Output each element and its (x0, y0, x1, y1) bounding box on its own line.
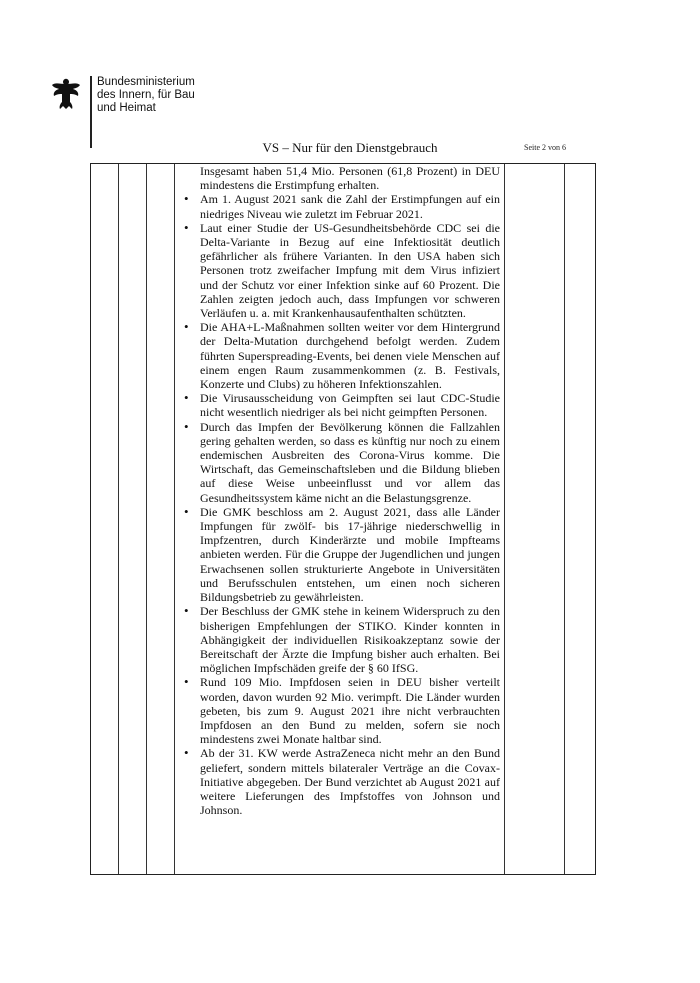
bullet-list (179, 192, 500, 817)
federal-eagle-icon (52, 76, 80, 110)
classification-label: VS – Nur für den Dienstgebrauch (262, 140, 438, 155)
list-item: • Ab der 31. KW werde AstraZeneca nicht mehr an den Bund geliefert, sondern mittels bilateraler Verträge an die Covax-Initiative abgegeben. Der Bund verzichtet ab August 2021 auf weitere Lieferungen des Impfstoffes von Johnson und Johnson. (179, 746, 500, 817)
lead-paragraph: Insgesamt haben 51,4 Mio. Personen (61,8 Prozent) in DEU mindestens die Erstimpfung erhalten. (200, 164, 500, 193)
ministry-line: und Heimat (97, 102, 156, 114)
list-item: • Laut einer Studie der US-Gesundheitsbehörde CDC sei die Delta-Variante in Bezug auf eine Infektiosität deutlich gefährlicher als frühere Varianten. In den USA haben sich Personen trotz zweifacher Impfung mit dem Virus infiziert und der Schutz vor einer Infektion sinke auf 60 Prozent. Die Zahlen zeigten jedoch auch, dass Impfungen vor schweren Verläufen u. a. mit Krankenhausaufenthalten schützten. (179, 221, 500, 320)
column-divider (146, 164, 147, 874)
ministry-line: Bundesministerium (97, 76, 195, 88)
letterhead-rule (90, 76, 92, 148)
list-item: • Die GMK beschloss am 2. August 2021, dass alle Länder Impfungen für zwölf- bis 17-jährige niederschwellig in Impfzentren, durch Kinderärzte und mobile Impfteams anbieten werden. Für die Gruppe der Jugendlichen und jungen Erwachsenen sollen strukturierte Angebote in Universitäten und Berufsschulen entstehen, um einen noch sicheren Bildungsbetrieb zu gewährleisten. (179, 505, 500, 604)
ministry-line: des Innern, für Bau (97, 89, 195, 101)
ministry-name (97, 76, 195, 115)
list-item: • Am 1. August 2021 sank die Zahl der Erstimpfungen auf ein niedriges Niveau wie zuletzt im Februar 2021. (179, 192, 500, 220)
column-divider (504, 164, 505, 874)
content-table (90, 163, 596, 875)
list-item: • Die Virusausscheidung von Geimpften sei laut CDC-Studie nicht wesentlich niedriger als bei nicht geimpften Personen. (179, 391, 500, 419)
page-number: Seite 2 von 6 (524, 143, 566, 152)
column-divider (564, 164, 565, 874)
column-divider (118, 164, 119, 874)
list-item: • Rund 109 Mio. Impfdosen seien in DEU bisher verteilt worden, davon wurden 92 Mio. verimpft. Die Länder wurden gebeten, bis zum 9. August 2021 ihre nicht verbrauchten Impfdosen an den Bund zu melden, sofern sie noch mindestens zwei Monate haltbar sind. (179, 675, 500, 746)
list-item: • Die AHA+L-Maßnahmen sollten weiter vor dem Hintergrund der Delta-Mutation durchgehend befolgt werden. Zudem führten Superspreading-Events, bei denen viele Menschen auf einem engen Raum zusammenkommen (z. B. Festivals, Konzerte und Clubs) zu höheren Infektionszahlen. (179, 320, 500, 391)
list-item: • Durch das Impfen der Bevölkerung können die Fallzahlen gering gehalten werden, so dass es künftig nur noch zu einem endemischen Ausbreiten des Corona-Virus komme. Die Wirtschaft, das Gemeinschaftsleben und die Bildung blieben auf diese Weise unbeeinflusst und vor allem das Gesundheitssystem käme nicht an die Belastungsgrenze. (179, 420, 500, 505)
content-cell (175, 164, 504, 817)
list-item: • Der Beschluss der GMK stehe in keinem Widerspruch zu den bisherigen Empfehlungen der STIKO. Kinder konnten in Abhängigkeit der individuellen Risikoakzeptanz sowie der Bereitschaft der Ärzte die Impfung bisher auch erhalten. Bei möglichen Impfschäden greife der § 60 IfSG. (179, 604, 500, 675)
